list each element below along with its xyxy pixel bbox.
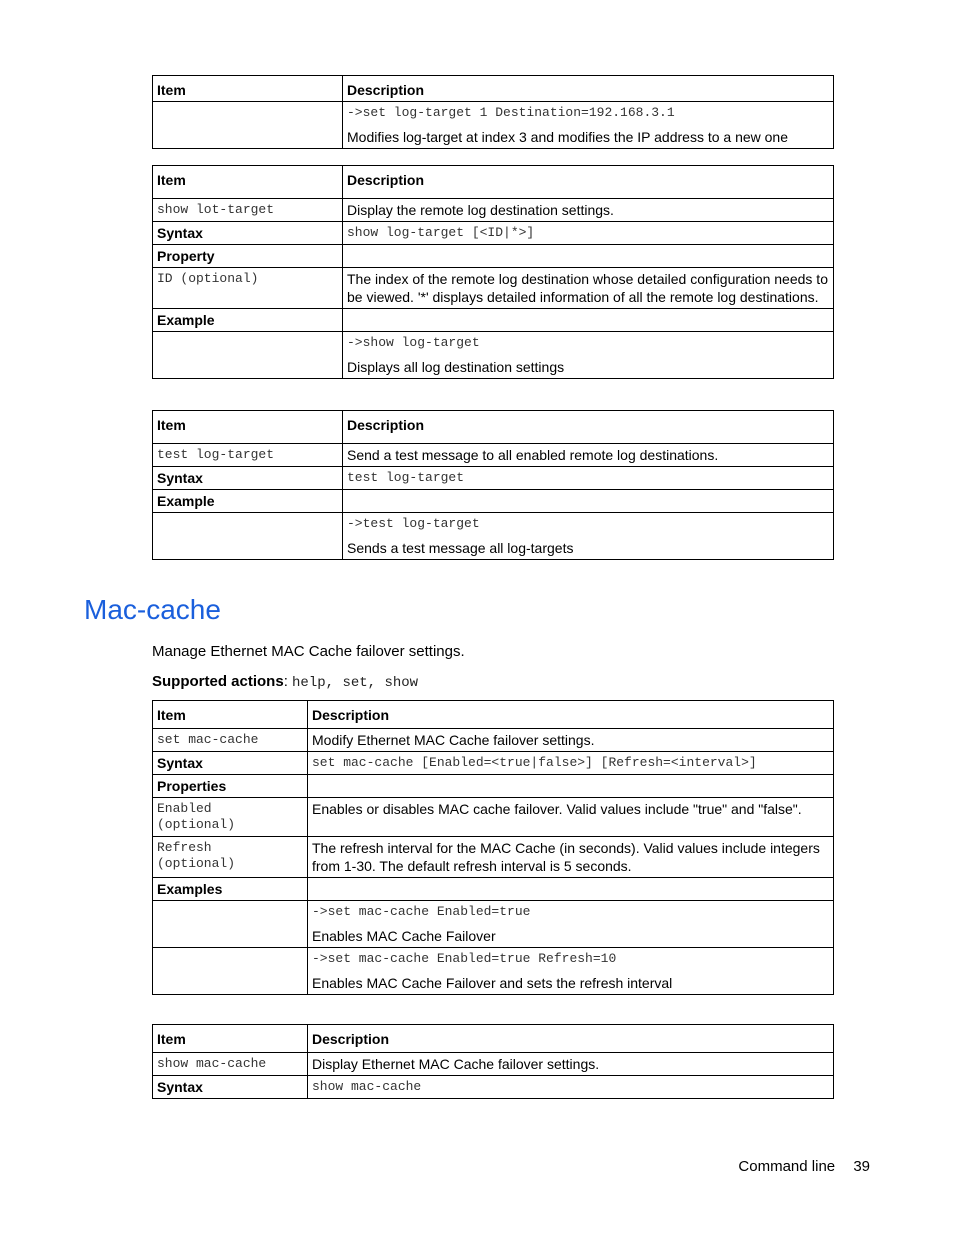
property-optional: (optional) [157,817,236,832]
empty-cell [308,878,834,901]
table-row [153,199,834,222]
empty-cell [153,513,343,560]
header-item: Item [153,411,343,444]
property-description: The refresh interval for the MAC Cache (in seconds). Valid values include integers from 1-30. The default refresh interval is 5 seconds. [308,837,834,878]
page-footer [738,1158,870,1175]
header-description: Description [308,701,834,729]
table-row [153,309,834,332]
empty-cell [308,775,834,798]
table-show-log-target [152,165,834,379]
empty-cell [153,948,308,995]
table-test-log-target [152,410,834,560]
example-description: Sends a test message all log-targets [347,540,574,556]
table-row [153,268,834,309]
table-row [153,752,834,775]
table-row [153,222,834,245]
property-name: ID (optional) [153,268,343,309]
example-code: ->set mac-cache Enabled=true Refresh=10 [312,951,617,966]
table-row [153,837,834,878]
example-description: Enables MAC Cache Failover [312,928,496,944]
empty-cell [343,245,834,268]
table-row [153,948,834,995]
supported-actions-colon: : [283,673,293,690]
supported-actions [152,673,418,691]
property-label: Property [153,245,343,268]
command-description: Display Ethernet MAC Cache failover settings. [308,1053,834,1076]
example-cell [343,102,834,149]
example-code: ->test log-target [347,516,480,531]
table-row [153,245,834,268]
supported-actions-value: help, set, show [292,675,419,691]
supported-actions-label: Supported actions [152,673,284,690]
table-row [153,1053,834,1076]
table-row [153,102,834,149]
header-description: Description [343,166,834,199]
header-description: Description [308,1025,834,1053]
example-code: ->set mac-cache Enabled=true [312,904,531,919]
examples-label: Examples [153,878,308,901]
empty-cell [343,309,834,332]
syntax-label: Syntax [153,752,308,775]
header-item: Item [153,76,343,102]
table-header-row [153,1025,834,1053]
command-description: Display the remote log destination settings. [343,199,834,222]
example-cell [343,332,834,379]
table-row [153,901,834,948]
table-row [153,467,834,490]
empty-cell [153,901,308,948]
command-name: test log-target [153,444,343,467]
table-header-row [153,701,834,729]
table-row [153,490,834,513]
header-item: Item [153,701,308,729]
header-description: Description [343,411,834,444]
empty-cell [153,332,343,379]
syntax-value: set mac-cache [Enabled=<true|false>] [Refresh=<interval>] [308,752,834,775]
page-number: 39 [853,1158,870,1175]
table-header-row [153,411,834,444]
example-cell [343,513,834,560]
property-optional: (optional) [157,856,236,871]
section-title: Mac-cache [84,594,221,625]
example-code: ->set log-target 1 Destination=192.168.3.1 [347,105,675,120]
property-name-enabled [153,798,308,837]
table-set-mac-cache [152,700,834,995]
footer-section-name: Command line [738,1158,836,1175]
property-name: Enabled [157,801,212,816]
table-set-log-target-example [152,75,834,149]
section-intro: Manage Ethernet MAC Cache failover settings. [152,643,465,660]
example-cell [308,901,834,948]
example-label: Example [153,309,343,332]
syntax-label: Syntax [153,467,343,490]
command-description: Modify Ethernet MAC Cache failover settings. [308,729,834,752]
command-name: set mac-cache [153,729,308,752]
table-row [153,729,834,752]
property-description: The index of the remote log destination whose detailed configuration needs to be viewed. '*' displays detailed information of all the remote log destinations. [343,268,834,309]
table-header-row [153,166,834,199]
example-label: Example [153,490,343,513]
example-code: ->show log-target [347,335,480,350]
table-header-row [153,76,834,102]
example-description: Enables MAC Cache Failover and sets the refresh interval [312,975,673,991]
syntax-label: Syntax [153,1076,308,1099]
syntax-value: show mac-cache [308,1076,834,1099]
property-description: Enables or disables MAC cache failover. Valid values include "true" and "false". [308,798,834,837]
command-description: Send a test message to all enabled remote log destinations. [343,444,834,467]
empty-cell [153,102,343,149]
example-description: Displays all log destination settings [347,359,565,375]
property-name: Refresh [157,840,212,855]
table-row [153,878,834,901]
table-row [153,798,834,837]
table-show-mac-cache [152,1024,834,1099]
header-description: Description [343,76,834,102]
empty-cell [343,490,834,513]
command-name: show lot-target [153,199,343,222]
example-cell [308,948,834,995]
syntax-value: test log-target [343,467,834,490]
property-name-refresh [153,837,308,878]
example-description: Modifies log-target at index 3 and modifies the IP address to a new one [347,129,789,145]
table-row [153,444,834,467]
syntax-label: Syntax [153,222,343,245]
properties-label: Properties [153,775,308,798]
table-row [153,775,834,798]
table-row [153,1076,834,1099]
table-row [153,513,834,560]
command-name: show mac-cache [153,1053,308,1076]
syntax-value: show log-target [<ID|*>] [343,222,834,245]
header-item: Item [153,166,343,199]
header-item: Item [153,1025,308,1053]
table-row [153,332,834,379]
